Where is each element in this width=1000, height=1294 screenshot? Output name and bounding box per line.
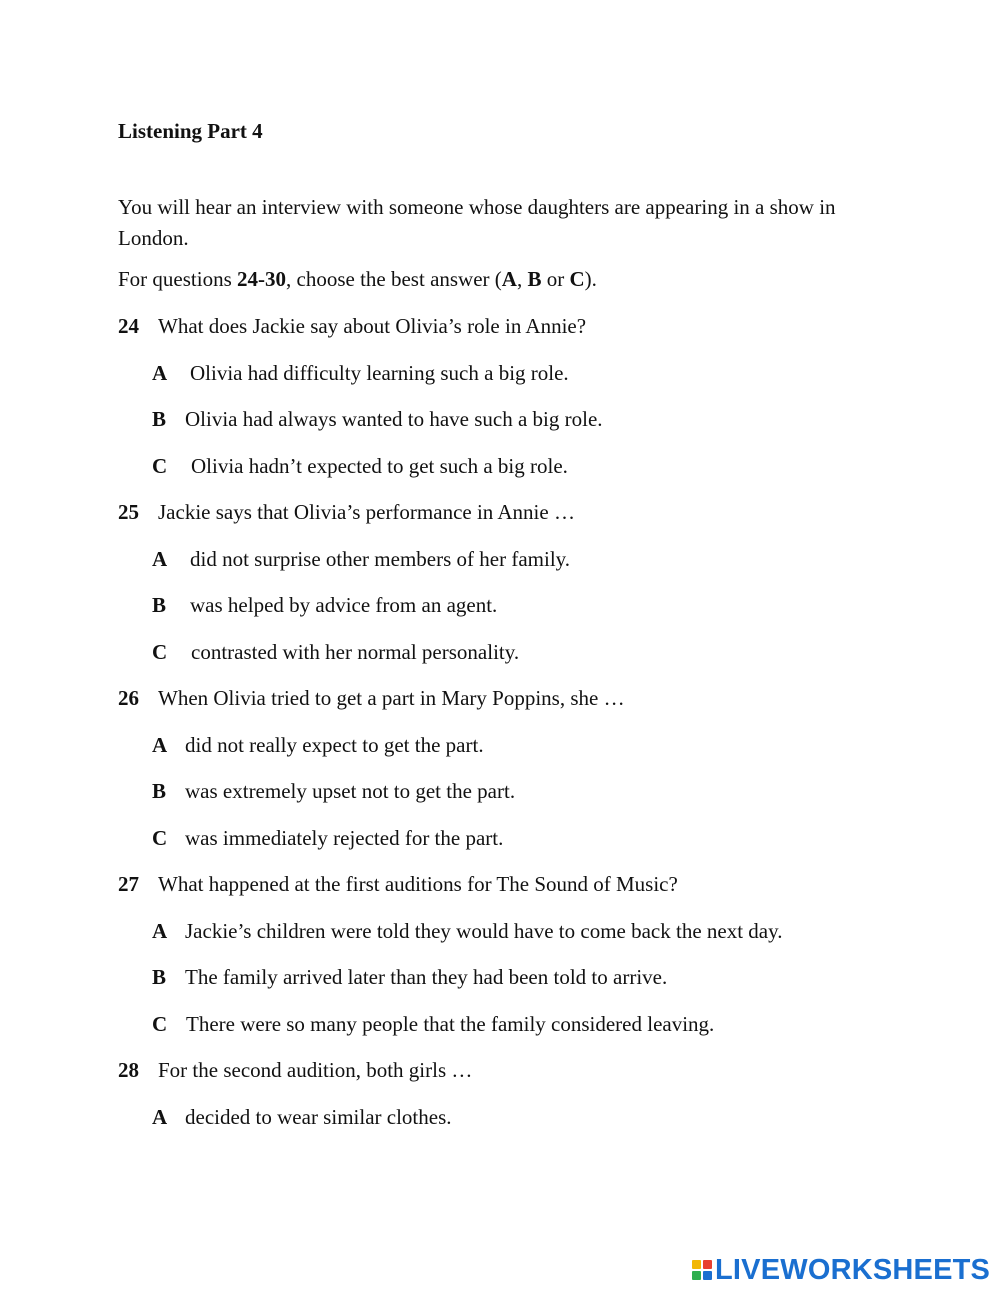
instr-range: 24-30 (237, 267, 287, 291)
option-letter: A (152, 733, 168, 757)
option-letter: C (152, 454, 168, 478)
option-text: did not really expect to get the part. (185, 733, 484, 757)
option-27-a[interactable] (152, 921, 783, 942)
instructions (118, 269, 597, 290)
option-text: contrasted with her normal personality. (191, 640, 520, 664)
logo-text: LIVEWORKSHEETS (715, 1253, 991, 1286)
option-text: decided to wear similar clothes. (185, 1105, 452, 1129)
instr-mid: , choose the best answer ( (286, 267, 502, 291)
question-text: When Olivia tried to get a part in Mary Poppins, she … (158, 686, 625, 710)
option-26-b[interactable] (152, 781, 515, 802)
option-26-c[interactable] (152, 828, 503, 849)
question-26 (118, 688, 625, 709)
option-letter: A (152, 361, 168, 385)
option-24-a[interactable] (152, 363, 569, 384)
logo-square-l (692, 1260, 701, 1269)
logo-icon (692, 1260, 712, 1280)
option-letter: C (152, 640, 168, 664)
logo-square-i (703, 1260, 712, 1269)
option-letter: B (152, 779, 167, 803)
option-text: Olivia hadn’t expected to get such a big role. (191, 454, 568, 478)
question-27 (118, 874, 678, 895)
option-text: was helped by advice from an agent. (190, 593, 498, 617)
question-number: 24 (118, 314, 139, 338)
option-letter: C (152, 1012, 168, 1036)
option-25-a[interactable] (152, 549, 570, 570)
instr-a: A (501, 267, 517, 291)
question-text: For the second audition, both girls … (158, 1058, 473, 1082)
question-24 (118, 316, 586, 337)
option-letter: B (152, 407, 167, 431)
option-letter: B (152, 593, 167, 617)
liveworksheets-logo (692, 1254, 990, 1286)
option-27-b[interactable] (152, 967, 667, 988)
question-28 (118, 1060, 472, 1081)
logo-square-e (703, 1271, 712, 1280)
option-letter: C (152, 826, 168, 850)
option-letter: A (152, 1105, 168, 1129)
question-text: Jackie says that Olivia’s performance in Annie … (158, 500, 575, 524)
instr-sep2: or (541, 267, 570, 291)
option-24-b[interactable] (152, 409, 603, 430)
option-25-b[interactable] (152, 595, 497, 616)
option-text: Olivia had always wanted to have such a big role. (185, 407, 603, 431)
option-letter: B (152, 965, 167, 989)
option-letter: A (152, 547, 168, 571)
question-number: 27 (118, 872, 139, 896)
question-25 (118, 502, 575, 523)
page-title: Listening Part 4 (118, 119, 263, 143)
option-letter: A (152, 919, 168, 943)
instr-c: C (569, 267, 585, 291)
instr-b: B (527, 267, 542, 291)
option-text: The family arrived later than they had been told to arrive. (185, 965, 668, 989)
instr-post: ). (584, 267, 597, 291)
question-number: 28 (118, 1058, 139, 1082)
question-number: 25 (118, 500, 139, 524)
option-27-c[interactable] (152, 1014, 714, 1035)
option-26-a[interactable] (152, 735, 484, 756)
option-text: was immediately rejected for the part. (185, 826, 504, 850)
option-28-a[interactable] (152, 1107, 452, 1128)
logo-square-v (692, 1271, 701, 1280)
question-text: What happened at the first auditions for The Sound of Music? (158, 872, 678, 896)
instr-sep1: , (516, 267, 528, 291)
option-24-c[interactable] (152, 456, 568, 477)
intro-text: You will hear an interview with someone whose daughters are appearing in a show in London. (118, 195, 836, 250)
question-text: What does Jackie say about Olivia’s role in Annie? (158, 314, 587, 338)
option-25-c[interactable] (152, 642, 519, 663)
question-number: 26 (118, 686, 139, 710)
option-text: was extremely upset not to get the part. (185, 779, 516, 803)
instr-pre: For questions (118, 267, 238, 291)
option-text: Jackie’s children were told they would have to come back the next day. (185, 919, 783, 943)
option-text: There were so many people that the family considered leaving. (186, 1012, 715, 1036)
option-text: did not surprise other members of her family. (190, 547, 571, 571)
option-text: Olivia had difficulty learning such a big role. (190, 361, 569, 385)
